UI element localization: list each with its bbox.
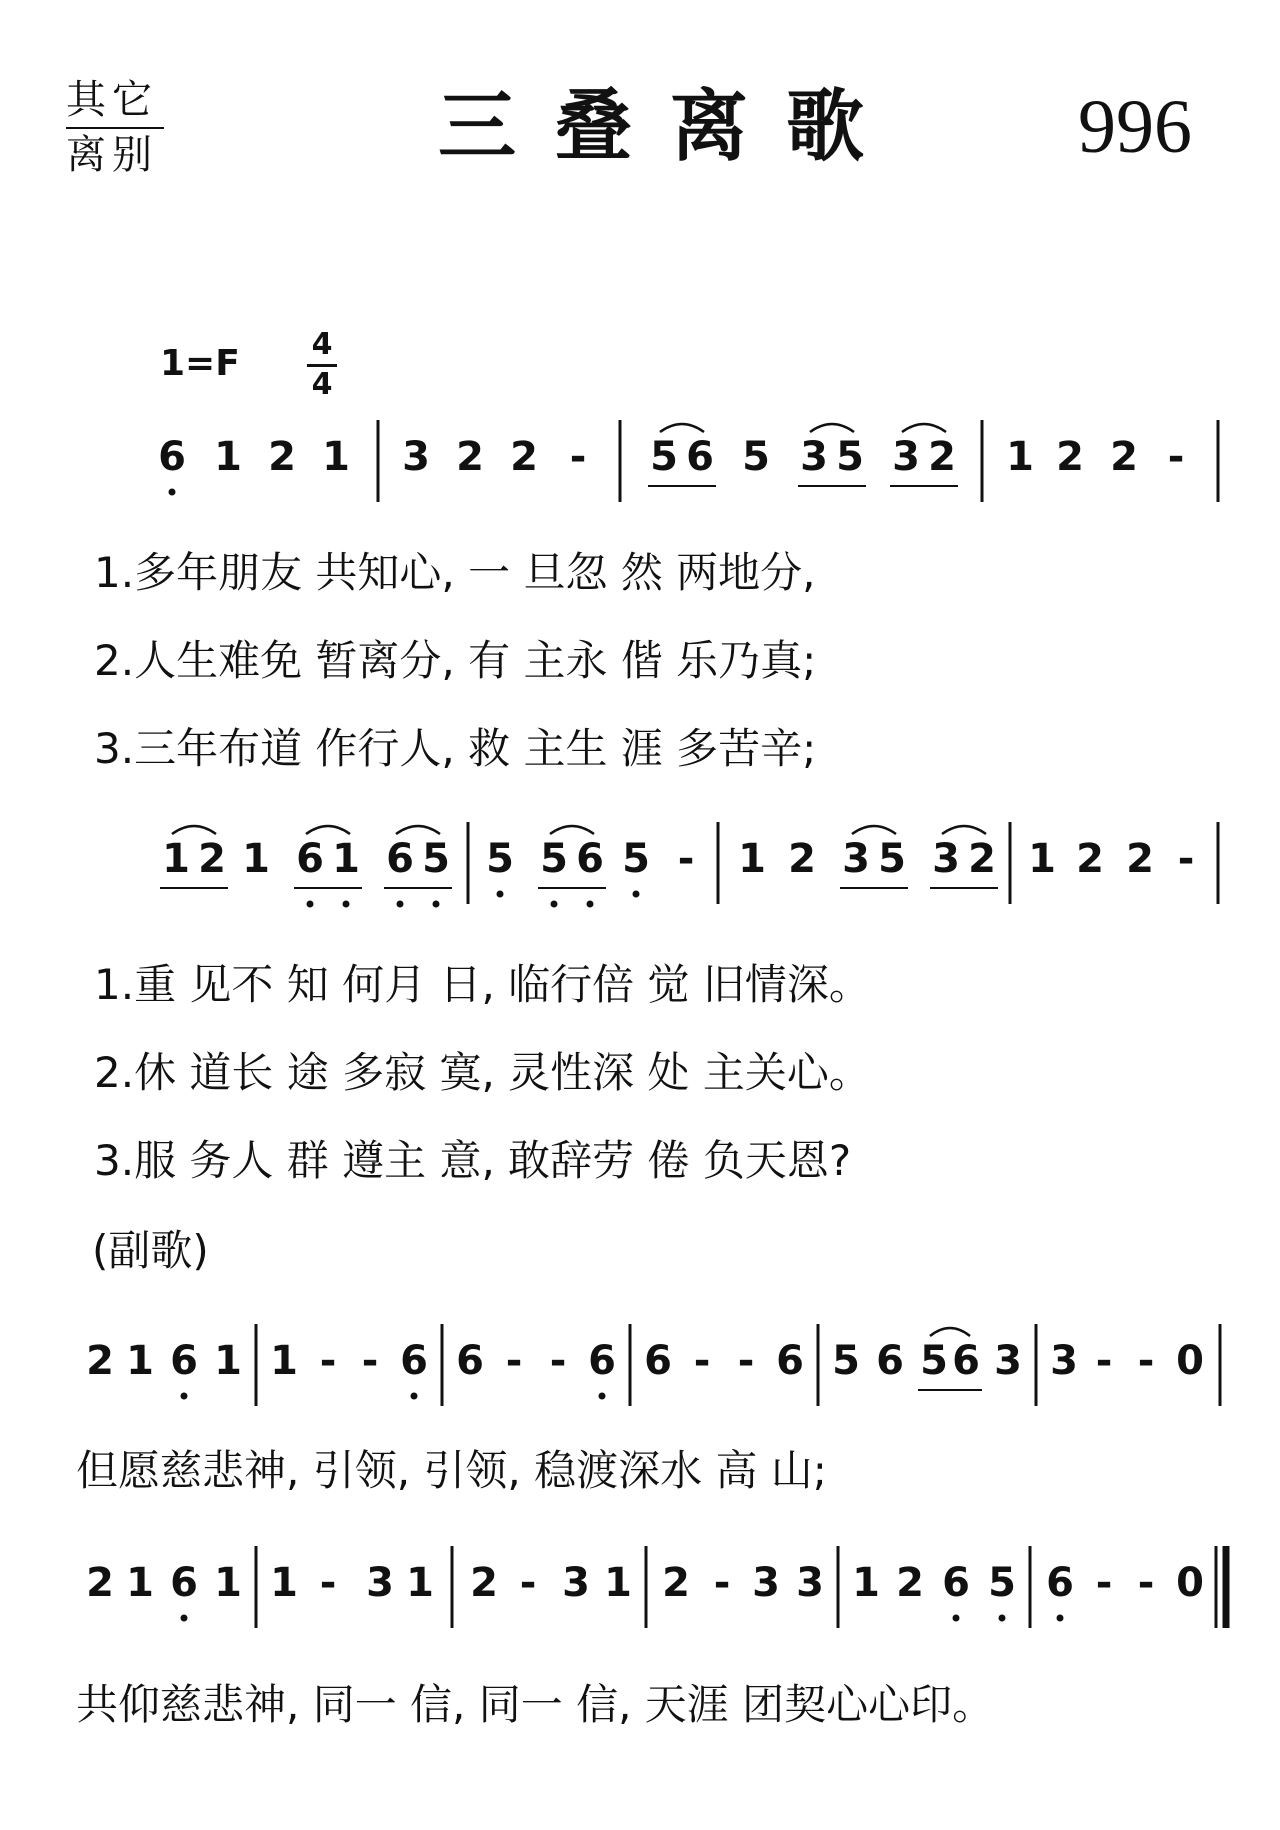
note: 6	[876, 1338, 904, 1384]
note: -	[713, 1560, 731, 1606]
note: -	[319, 1338, 337, 1384]
note: 2	[968, 836, 996, 882]
note: 1	[604, 1560, 632, 1606]
note: 1	[332, 836, 360, 882]
note: 5	[422, 836, 450, 882]
note: 3	[800, 434, 828, 480]
note: -	[549, 1338, 567, 1384]
chorus-staff-2	[0, 1536, 1280, 1636]
note: 1	[406, 1560, 434, 1606]
lower-octave-dot	[497, 891, 504, 898]
note: 5	[622, 836, 650, 882]
lower-octave-dot	[551, 901, 558, 908]
category-divider	[66, 127, 164, 129]
note: -	[693, 1338, 711, 1384]
note: -	[1095, 1338, 1113, 1384]
note: 1	[126, 1338, 154, 1384]
note: 5	[540, 836, 568, 882]
slur	[550, 826, 594, 834]
note: 2	[896, 1560, 924, 1606]
lower-octave-dot	[587, 901, 594, 908]
note: 3	[796, 1560, 824, 1606]
note: 2	[1076, 836, 1104, 882]
lower-octave-dot	[411, 1393, 418, 1400]
note: -	[519, 1560, 537, 1606]
note: 1	[242, 836, 270, 882]
note: 3	[932, 836, 960, 882]
note: 3	[1050, 1338, 1078, 1384]
note: 1	[322, 434, 350, 480]
note: 3	[562, 1560, 590, 1606]
note: 6	[400, 1338, 428, 1384]
note: 6	[296, 836, 324, 882]
note: 5	[920, 1338, 948, 1384]
note: 2	[470, 1560, 498, 1606]
note: -	[361, 1338, 379, 1384]
note: -	[737, 1338, 755, 1384]
song-title: 三叠离歌	[438, 82, 903, 172]
note: 3	[994, 1338, 1022, 1384]
note: 6	[1046, 1560, 1074, 1606]
note: 3	[366, 1560, 394, 1606]
time-signature-bottom: 4	[311, 367, 333, 402]
note: 0	[1176, 1560, 1204, 1606]
time-signature-top: 4	[311, 327, 333, 362]
note: 1	[162, 836, 190, 882]
note: -	[1095, 1560, 1113, 1606]
note: 2	[1126, 836, 1154, 882]
chorus-lyric-1: 但愿慈悲神, 引领, 引领, 稳渡深水 高 山;	[76, 1446, 827, 1495]
chorus-lyric-2: 共仰慈悲神, 同一 信, 同一 信, 天涯 团契心心印。	[76, 1680, 995, 1729]
note: -	[1137, 1338, 1155, 1384]
note: 0	[1176, 1338, 1204, 1384]
category-top: 其它	[66, 77, 158, 123]
note: -	[505, 1338, 523, 1384]
note: 3	[842, 836, 870, 882]
note: 1	[214, 434, 242, 480]
note: 1	[852, 1560, 880, 1606]
note: 2	[456, 434, 484, 480]
note: 5	[988, 1560, 1016, 1606]
note: -	[569, 434, 587, 480]
lower-octave-dot	[599, 1393, 606, 1400]
note: 5	[486, 836, 514, 882]
verse-lyric-1-3: 3.三年布道 作行人, 救 主生 涯 多苦辛;	[94, 724, 817, 773]
lower-octave-dot	[433, 901, 440, 908]
note: 1	[270, 1338, 298, 1384]
verse-lyric-2-3: 3.服 务人 群 遵主 意, 敢辞劳 倦 负天恩?	[94, 1136, 852, 1185]
note: -	[1177, 836, 1195, 882]
note: 6	[386, 836, 414, 882]
note: 6	[644, 1338, 672, 1384]
hymn-number: 996	[1078, 85, 1192, 169]
note: 2	[510, 434, 538, 480]
lower-octave-dot	[999, 1615, 1006, 1622]
slur	[810, 424, 854, 432]
lower-octave-dot	[953, 1615, 960, 1622]
note: 6	[456, 1338, 484, 1384]
note: 2	[268, 434, 296, 480]
lower-octave-dot	[181, 1393, 188, 1400]
note: 6	[686, 434, 714, 480]
lower-octave-dot	[397, 901, 404, 908]
note: 5	[836, 434, 864, 480]
note: 6	[170, 1560, 198, 1606]
verse-staff-1	[0, 410, 1280, 510]
note: -	[319, 1560, 337, 1606]
note: 1	[214, 1560, 242, 1606]
note: 2	[788, 836, 816, 882]
verse-lyric-2-1: 1.重 见不 知 何月 日, 临行倍 觉 旧情深。	[94, 960, 871, 1009]
note: 2	[662, 1560, 690, 1606]
note: 6	[170, 1338, 198, 1384]
note: 5	[742, 434, 770, 480]
verse-lyric-1-1: 1.多年朋友 共知心, 一 旦忽 然 两地分,	[94, 548, 816, 597]
lower-octave-dot	[181, 1615, 188, 1622]
slur	[660, 424, 704, 432]
lower-octave-dot	[307, 901, 314, 908]
note: 6	[158, 434, 186, 480]
verse-lyric-1-2: 2.人生难免 暂离分, 有 主永 偕 乐乃真;	[94, 636, 817, 685]
slur	[172, 826, 216, 834]
note: 1	[214, 1338, 242, 1384]
slur	[306, 826, 350, 834]
verse-staff-2	[0, 812, 1280, 922]
slur	[852, 826, 896, 834]
note: 2	[86, 1338, 114, 1384]
note: 2	[1056, 434, 1084, 480]
note: 6	[776, 1338, 804, 1384]
note: 5	[650, 434, 678, 480]
note: -	[677, 836, 695, 882]
lower-octave-dot	[1057, 1615, 1064, 1622]
chorus-label: (副歌)	[92, 1226, 209, 1275]
note: 2	[1110, 434, 1138, 480]
note: 1	[126, 1560, 154, 1606]
note: 5	[878, 836, 906, 882]
slur	[396, 826, 440, 834]
note: 1	[738, 836, 766, 882]
note: 3	[892, 434, 920, 480]
chorus-staff-1	[0, 1314, 1280, 1414]
lower-octave-dot	[343, 901, 350, 908]
note: 5	[832, 1338, 860, 1384]
note: 1	[1028, 836, 1056, 882]
note: -	[1137, 1560, 1155, 1606]
key-signature: 1=F	[160, 343, 240, 384]
note: 3	[752, 1560, 780, 1606]
category-bottom: 离别	[66, 132, 158, 178]
verse-lyric-2-2: 2.休 道长 途 多寂 寞, 灵性深 处 主关心。	[94, 1048, 871, 1097]
note: 2	[198, 836, 226, 882]
note: 1	[1006, 434, 1034, 480]
note: 6	[942, 1560, 970, 1606]
note: -	[1167, 434, 1185, 480]
slur	[902, 424, 946, 432]
note: 6	[576, 836, 604, 882]
slur	[942, 826, 986, 834]
note: 3	[402, 434, 430, 480]
slur	[930, 1328, 970, 1336]
note: 1	[270, 1560, 298, 1606]
note: 6	[588, 1338, 616, 1384]
note: 2	[86, 1560, 114, 1606]
lower-octave-dot	[169, 489, 176, 496]
note: 2	[928, 434, 956, 480]
lower-octave-dot	[633, 891, 640, 898]
note: 6	[952, 1338, 980, 1384]
